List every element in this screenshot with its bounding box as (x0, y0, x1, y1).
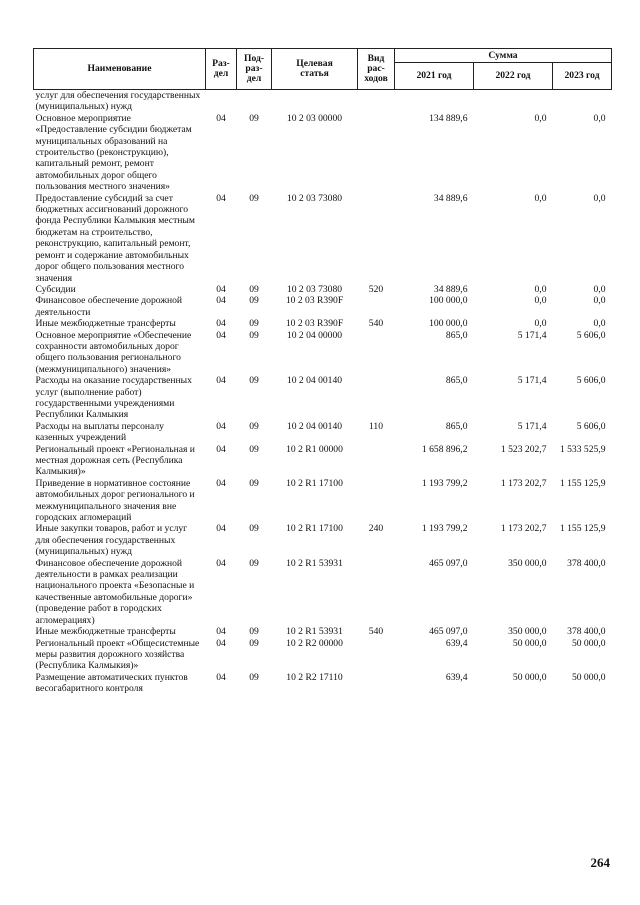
cell-2021: 134 889,6 (429, 112, 468, 124)
cell-razdel: 04 (216, 329, 226, 341)
cell-razdel: 04 (216, 637, 226, 649)
cell-2023: 378 400,0 (567, 626, 606, 638)
cell-razdel: 04 (216, 192, 226, 204)
header-razdel: Раз- дел (206, 49, 237, 90)
table-row (34, 375, 612, 421)
table-row (34, 421, 612, 444)
cell-target (272, 90, 358, 113)
cell-2023: 378 400,0 (567, 557, 606, 569)
cell-2021: 1 193 799,2 (421, 523, 468, 535)
cell-2021: 1 193 799,2 (421, 477, 468, 489)
header-vid: Вид рас- ходов (358, 49, 395, 90)
table-row (34, 284, 612, 295)
cell-podrazdel: 09 (249, 283, 259, 295)
cell-razdel: 04 (216, 477, 226, 489)
cell-2022: 350 000,0 (508, 626, 547, 638)
cell-name: Иные межбюджетные трансферты (35, 318, 176, 330)
cell-2022: 5 171,4 (517, 420, 547, 432)
cell-2023: 0,0 (593, 283, 606, 295)
cell-2021: 465 097,0 (429, 557, 468, 569)
table-row (34, 672, 612, 695)
cell-2023: 5 606,0 (576, 375, 606, 387)
cell-name: Основное мероприятие «Предоставление субсидии бюджетам муниципальных образований на строительство (реконструкцию), капитальный ремонт, ремонт автомобильных дорог общего пользования местного значения» (35, 112, 192, 193)
cell-2023: 5 606,0 (576, 329, 606, 341)
cell-vid (358, 90, 395, 113)
cell-podrazdel (237, 90, 272, 113)
cell-name: Региональный проект «Общесистемные меры развития дорожного хозяйства (Республика Калмыкия)» (35, 637, 200, 672)
cell-2022: 0,0 (534, 192, 547, 204)
cell-target: 10 2 03 00000 (286, 112, 343, 124)
cell-vid: 110 (368, 420, 384, 432)
cell-razdel: 04 (216, 626, 226, 638)
header-2021: 2021 год (395, 63, 474, 90)
cell-vid (358, 295, 395, 318)
cell-target: 10 2 03 73080 (286, 192, 343, 204)
cell-razdel (206, 90, 237, 113)
cell-name: Основное мероприятие «Обеспечение сохранности автомобильных дорог общего пользования регионального (межмуниципального) значения» (35, 329, 192, 375)
header-name: Наименование (34, 49, 206, 90)
cell-podrazdel: 09 (249, 626, 259, 638)
budget-table (33, 48, 612, 695)
cell-2021: 34 889,6 (433, 192, 468, 204)
cell-podrazdel: 09 (249, 318, 259, 330)
cell-podrazdel: 09 (249, 295, 259, 307)
cell-podrazdel: 09 (249, 443, 259, 455)
cell-razdel: 04 (216, 523, 226, 535)
cell-name: Иные межбюджетные трансферты (35, 626, 176, 638)
cell-2021: 1 658 896,2 (421, 443, 468, 455)
cell-razdel: 04 (216, 375, 226, 387)
cell-2021: 865,0 (445, 329, 468, 341)
cell-2023: 0,0 (593, 318, 606, 330)
cell-2022: 50 000,0 (512, 637, 547, 649)
table-row (34, 626, 612, 637)
cell-name: Приведение в нормативное состояние автомобильных дорог регионального и межмуниципального значения вне городских агломераций (35, 477, 195, 524)
cell-2021: 34 889,6 (433, 283, 468, 295)
cell-vid: 520 (368, 283, 384, 295)
cell-2021 (395, 90, 474, 113)
cell-name: Размещение автоматических пунктов весогабаритного контроля (35, 671, 188, 695)
cell-podrazdel: 09 (249, 192, 259, 204)
table-row (34, 330, 612, 376)
cell-vid: 540 (368, 626, 384, 638)
cell-razdel: 04 (216, 295, 226, 307)
cell-target: 10 2 R1 00000 (286, 443, 343, 455)
table-row (34, 318, 612, 329)
header-podrazdel: Под- раз- дел (237, 49, 272, 90)
cell-razdel: 04 (216, 112, 226, 124)
cell-podrazdel: 09 (249, 671, 259, 683)
table-row (34, 523, 612, 557)
cell-2021: 639,4 (445, 671, 468, 683)
header-2022: 2022 год (474, 63, 553, 90)
cell-vid: 540 (368, 318, 384, 330)
cell-vid (358, 478, 395, 524)
cell-2023: 0,0 (593, 295, 606, 307)
cell-name: Иные закупки товаров, работ и услуг для обеспечения государственных (муниципальных) нужд (35, 523, 188, 558)
cell-vid (358, 193, 395, 284)
cell-podrazdel: 09 (249, 375, 259, 387)
table-row (34, 638, 612, 672)
cell-2023: 50 000,0 (571, 671, 606, 683)
cell-razdel: 04 (216, 443, 226, 455)
cell-razdel: 04 (216, 318, 226, 330)
table-row (34, 558, 612, 626)
table-row (34, 90, 612, 113)
cell-vid: 240 (368, 523, 384, 535)
cell-podrazdel: 09 (249, 557, 259, 569)
cell-2023: 5 606,0 (576, 420, 606, 432)
cell-2022: 350 000,0 (508, 557, 547, 569)
cell-target: 10 2 R1 53931 (286, 557, 343, 569)
cell-name: Расходы на выплаты персоналу казенных учреждений (35, 420, 164, 444)
cell-target: 10 2 04 00000 (286, 329, 343, 341)
table-row (34, 113, 612, 193)
cell-vid (358, 113, 395, 193)
cell-target: 10 2 R1 53931 (286, 626, 343, 638)
cell-target: 10 2 04 00140 (286, 420, 343, 432)
table-row (34, 444, 612, 478)
cell-target: 10 2 R2 00000 (286, 637, 343, 649)
cell-target: 10 2 R1 17100 (286, 523, 343, 535)
cell-2022 (474, 90, 553, 113)
cell-2022: 1 173 202,7 (500, 523, 547, 535)
header-summa: Сумма (395, 49, 612, 63)
cell-2022: 5 171,4 (517, 329, 547, 341)
cell-vid (358, 375, 395, 421)
header-2023: 2023 год (553, 63, 612, 90)
cell-2022: 0,0 (534, 318, 547, 330)
cell-podrazdel: 09 (249, 477, 259, 489)
header-target: Целевая статья (272, 49, 358, 90)
cell-target: 10 2 04 00140 (286, 375, 343, 387)
cell-2023: 1 533 525,9 (559, 443, 606, 455)
cell-name: Финансовое обеспечение дорожной деятельности в рамках реализации национального проекта «Безопасные и качественные автомобильные дороги» (проведение работ в городских агломерациях) (35, 557, 195, 626)
cell-name: услуг для обеспечения государственных (муниципальных) нужд (35, 90, 201, 113)
table-row (34, 295, 612, 318)
cell-name: Региональный проект «Региональная и местная дорожная сеть (Республика Калмыкия)» (35, 443, 195, 478)
cell-name: Субсидии (35, 283, 76, 295)
cell-2021: 865,0 (445, 375, 468, 387)
cell-2023: 50 000,0 (571, 637, 606, 649)
table-header (34, 49, 612, 90)
cell-target: 10 2 R1 17100 (286, 477, 343, 489)
cell-razdel: 04 (216, 283, 226, 295)
cell-2021: 465 097,0 (429, 626, 468, 638)
cell-name: Финансовое обеспечение дорожной деятельности (35, 295, 183, 318)
cell-vid (358, 330, 395, 376)
cell-2022: 1 523 202,7 (500, 443, 547, 455)
cell-2023: 1 155 125,9 (559, 477, 606, 489)
cell-podrazdel: 09 (249, 420, 259, 432)
cell-podrazdel: 09 (249, 112, 259, 124)
cell-podrazdel: 09 (249, 637, 259, 649)
cell-2023 (553, 90, 612, 113)
cell-2021: 639,4 (445, 637, 468, 649)
cell-2023: 0,0 (593, 112, 606, 124)
cell-razdel: 04 (216, 557, 226, 569)
page-number: 264 (590, 855, 610, 870)
cell-vid (358, 638, 395, 672)
cell-razdel: 04 (216, 671, 226, 683)
cell-target: 10 2 R2 17110 (286, 671, 343, 683)
cell-target: 10 2 03 73080 (286, 283, 343, 295)
cell-2022: 0,0 (534, 283, 547, 295)
table-row (34, 193, 612, 284)
cell-vid (358, 558, 395, 626)
table-body (34, 90, 612, 695)
cell-2023: 1 155 125,9 (559, 523, 606, 535)
cell-2022: 1 173 202,7 (500, 477, 547, 489)
cell-2021: 100 000,0 (429, 318, 468, 330)
cell-name: Расходы на оказание государственных услуг (выполнение работ) государственными учреждениями Республики Калмыкия (35, 375, 192, 421)
cell-name: Предоставление субсидий за счет бюджетных ассигнований дорожного фонда Республики Калмыкия местным бюджетам на строительство, реконструкцию, капитальный ремонт, ремонт и содержание автомобильных дорог общего пользования местного значения (35, 192, 195, 284)
table-row (34, 478, 612, 524)
cell-target: 10 2 03 R390F (285, 295, 344, 307)
cell-2023: 0,0 (593, 192, 606, 204)
cell-2022: 50 000,0 (512, 671, 547, 683)
cell-target: 10 2 03 R390F (285, 318, 344, 330)
cell-2022: 0,0 (534, 295, 547, 307)
cell-razdel: 04 (216, 420, 226, 432)
cell-vid (358, 444, 395, 478)
cell-podrazdel: 09 (249, 523, 259, 535)
cell-2022: 0,0 (534, 112, 547, 124)
cell-2021: 865,0 (445, 420, 468, 432)
cell-podrazdel: 09 (249, 329, 259, 341)
cell-2022: 5 171,4 (517, 375, 547, 387)
cell-2021: 100 000,0 (429, 295, 468, 307)
cell-vid (358, 672, 395, 695)
